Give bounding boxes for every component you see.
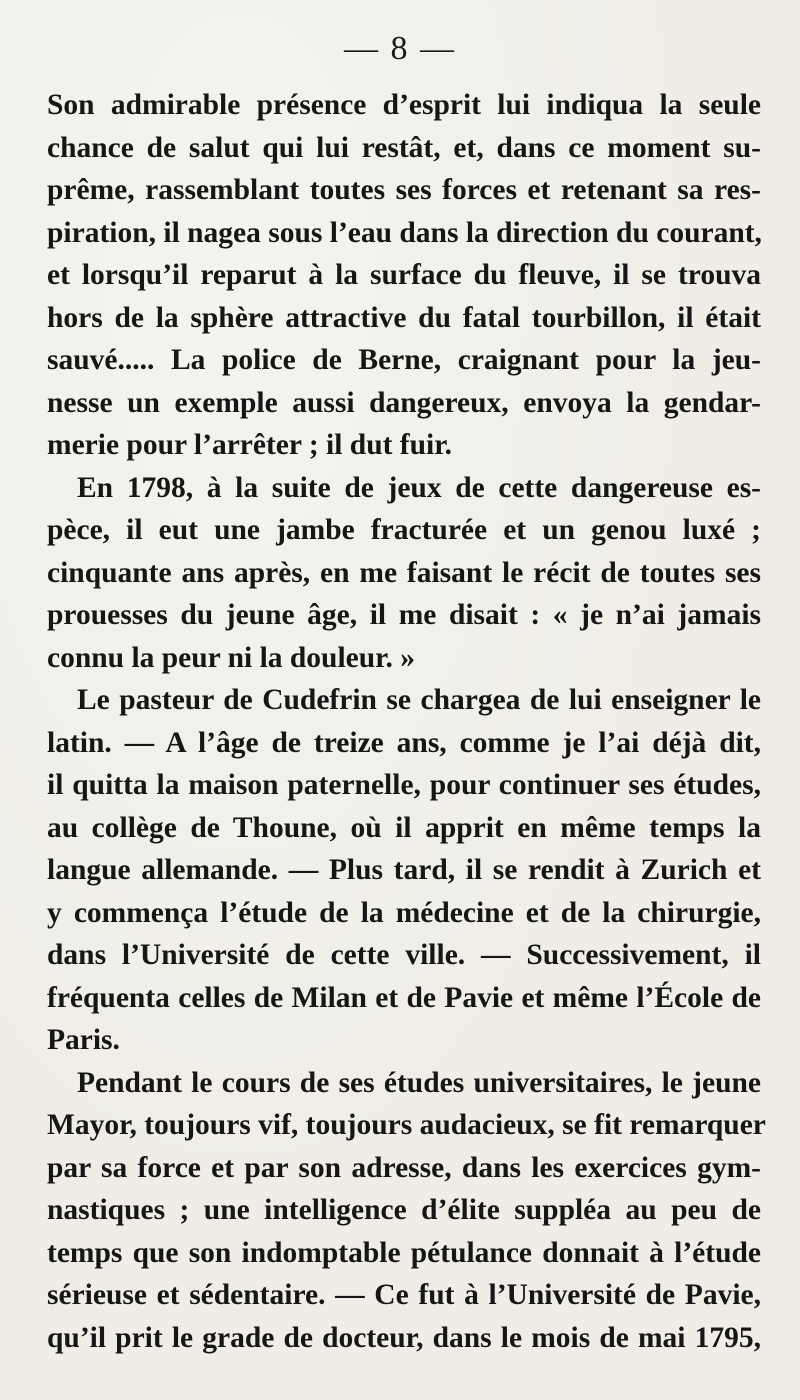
text-line: langue allemande. — Plus tard, il se rendit à Zurich et [47,854,761,886]
text-line: merie pour l’arrêter ; il dut fuir. [47,429,452,461]
text-line: prouesses du jeune âge, il me disait : « je n’ai jamais [47,599,761,631]
text-line: chance de salut qui lui restât, et, dans ce moment su- [47,131,761,164]
text-line: latin. — A l’âge de treize ans, comme je l’ai déjà dit, [47,726,761,759]
text-line: sérieuse et sédentaire. — Ce fut à l’Université de Pavie, [47,1279,761,1311]
text-line: qu’il prit le grade de docteur, dans le mois de mai 1795, [47,1321,761,1354]
paragraph [47,84,761,467]
text-line: y commença l’étude de la médecine et de la chirurgie, [47,896,761,929]
text-line: pèce, il eut une jambe fracturée et un genou luxé ; [47,514,761,546]
text-line: nastiques ; une intelligence d’élite suppléa au peu de [47,1194,761,1226]
text-line: Paris. [47,1024,120,1056]
body-text [47,84,766,1359]
text-line: temps que son indomptable pétulance donnait à l’étude [47,1236,761,1269]
text-line: cinquante ans après, en me faisant le récit de toutes ses [47,556,761,589]
paragraph [47,679,761,1062]
text-line: Mayor, toujours vif, toujours audacieux, se fit remarquer [47,1109,766,1141]
text-line: dans l’Université de cette ville. — Successivement, il [47,939,761,971]
page-number: — 8 — [344,30,456,67]
text-line: connu la peur ni la douleur. » [47,641,416,674]
text-line: Son admirable présence d’esprit lui indiqua la seule [47,89,761,121]
text-line: fréquenta celles de Milan et de Pavie et même l’École de [47,981,761,1014]
text-line: En 1798, à la suite de jeux de cette dangereuse es- [77,471,761,504]
text-line: sauvé..... La police de Berne, craignant pour la jeu- [47,344,761,376]
text-line: au collège de Thoune, où il apprit en même temps la [47,811,761,844]
text-line: Pendant le cours de ses études universitaires, le jeune [77,1066,761,1099]
paragraph [47,467,761,680]
text-line: hors de la sphère attractive du fatal tourbillon, il était [47,301,761,334]
text-line: par sa force et par son adresse, dans les exercices gym- [47,1151,761,1184]
text-line: nesse un exemple aussi dangereux, envoya la gendar- [47,386,761,419]
text-line: Le pasteur de Cudefrin se chargea de lui enseigner le [77,684,761,716]
text-line: il quitta la maison paternelle, pour continuer ses études, [47,769,761,801]
text-line: piration, il nagea sous l’eau dans la direction du courant, [47,216,762,249]
text-line: prême, rassemblant toutes ses forces et retenant sa res- [47,174,761,206]
text-line: et lorsqu’il reparut à la surface du fleuve, il se trouva [47,259,761,291]
paragraph [47,1062,766,1360]
